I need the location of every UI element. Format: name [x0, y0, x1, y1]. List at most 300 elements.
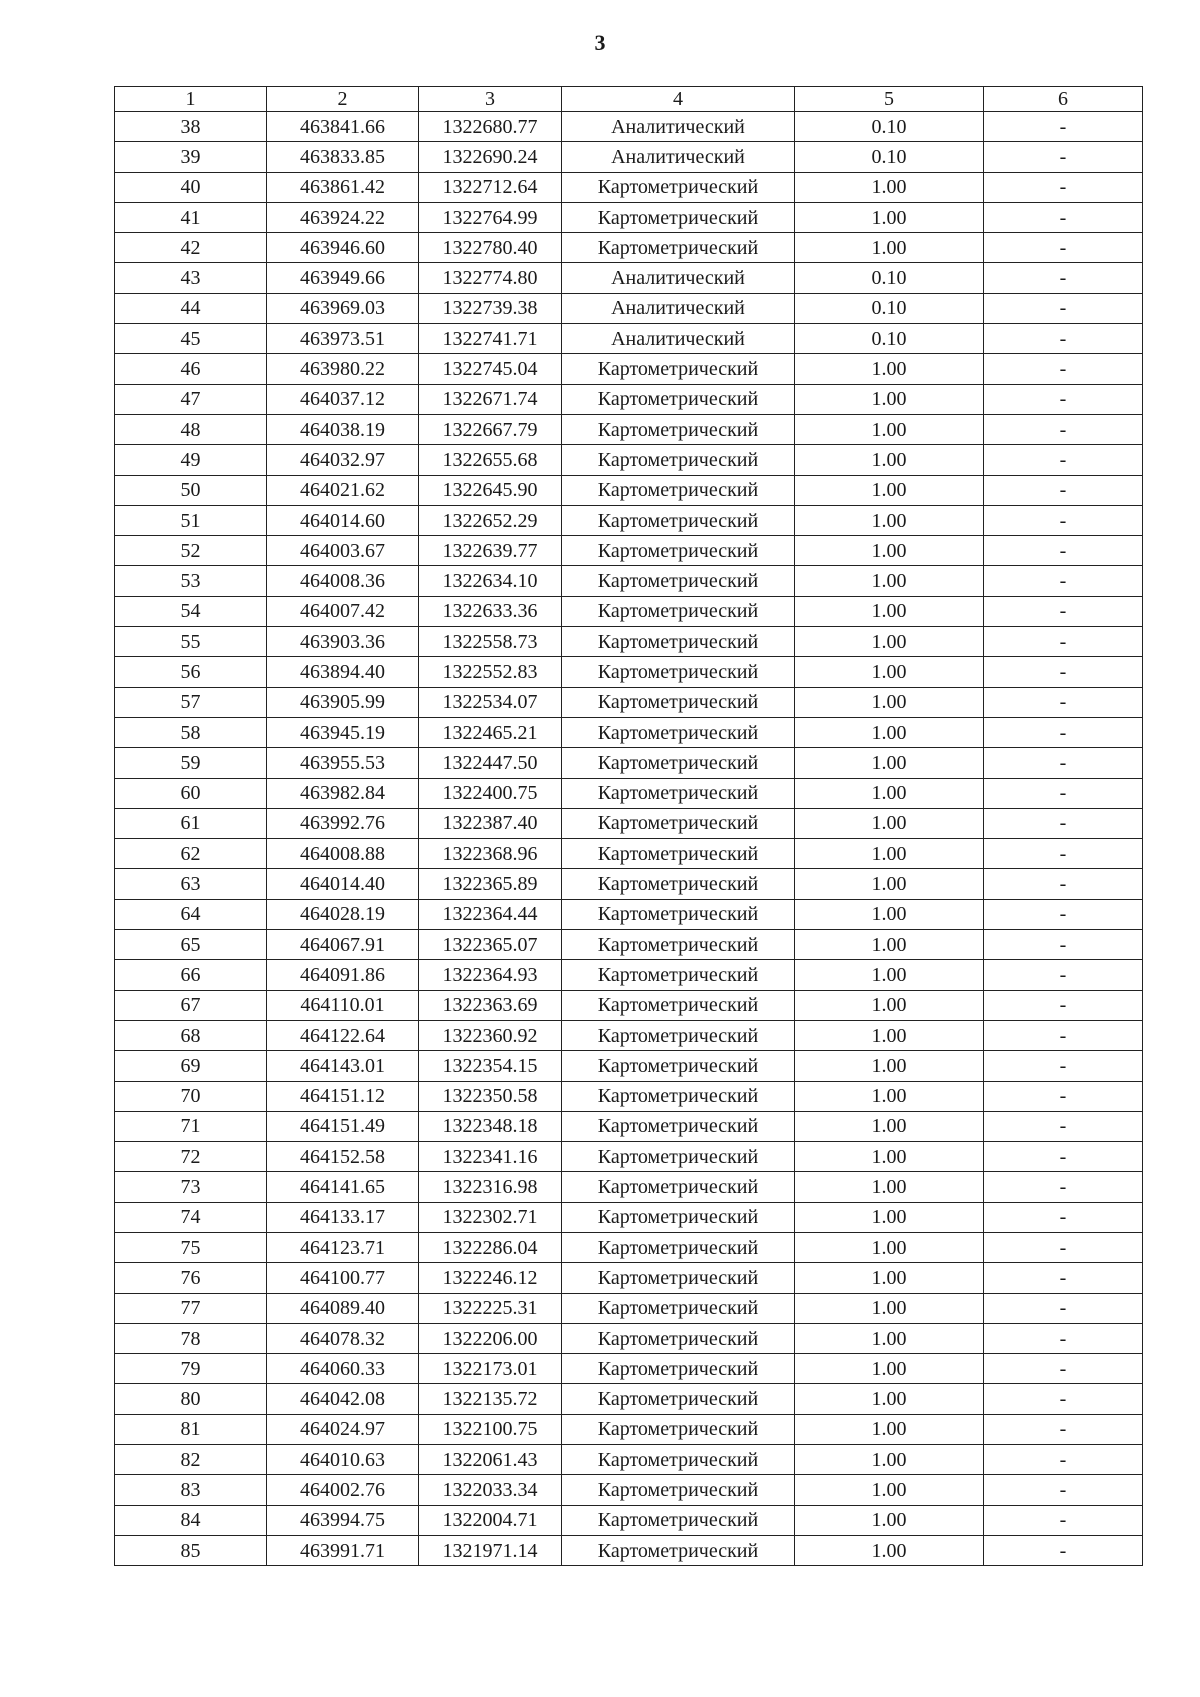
method-cell: Картометрический	[562, 172, 795, 202]
table-row	[115, 1020, 1143, 1050]
accuracy-cell: 1.00	[795, 839, 984, 869]
method-cell: Картометрический	[562, 505, 795, 535]
point-number-cell: 47	[115, 384, 267, 414]
y-coordinate-cell: 1322447.50	[419, 748, 562, 778]
description-cell: -	[984, 536, 1143, 566]
method-cell: Картометрический	[562, 1232, 795, 1262]
accuracy-cell: 1.00	[795, 354, 984, 384]
x-coordinate-cell: 464060.33	[267, 1354, 419, 1384]
method-cell: Картометрический	[562, 384, 795, 414]
point-number-cell: 62	[115, 839, 267, 869]
x-coordinate-cell: 464032.97	[267, 445, 419, 475]
header-cell-3: 3	[419, 87, 562, 112]
description-cell: -	[984, 384, 1143, 414]
x-coordinate-cell: 464003.67	[267, 536, 419, 566]
y-coordinate-cell: 1322671.74	[419, 384, 562, 414]
page-number: 3	[594, 30, 606, 55]
y-coordinate-cell: 1322365.07	[419, 930, 562, 960]
y-coordinate-cell: 1322061.43	[419, 1445, 562, 1475]
table-row	[115, 1232, 1143, 1262]
accuracy-cell: 1.00	[795, 990, 984, 1020]
description-cell: -	[984, 778, 1143, 808]
x-coordinate-cell: 463945.19	[267, 717, 419, 747]
point-number-cell: 38	[115, 112, 267, 142]
accuracy-cell: 1.00	[795, 566, 984, 596]
description-cell: -	[984, 869, 1143, 899]
point-number-cell: 45	[115, 324, 267, 354]
table-row	[115, 1354, 1143, 1384]
table-row	[115, 1172, 1143, 1202]
point-number-cell: 42	[115, 233, 267, 263]
point-number-cell: 53	[115, 566, 267, 596]
y-coordinate-cell: 1322004.71	[419, 1505, 562, 1535]
method-cell: Картометрический	[562, 960, 795, 990]
y-coordinate-cell: 1322365.89	[419, 869, 562, 899]
point-number-cell: 78	[115, 1323, 267, 1353]
method-cell: Картометрический	[562, 1505, 795, 1535]
accuracy-cell: 1.00	[795, 1384, 984, 1414]
point-number-cell: 73	[115, 1172, 267, 1202]
method-cell: Картометрический	[562, 1263, 795, 1293]
y-coordinate-cell: 1322316.98	[419, 1172, 562, 1202]
description-cell: -	[984, 1354, 1143, 1384]
x-coordinate-cell: 464089.40	[267, 1293, 419, 1323]
y-coordinate-cell: 1322667.79	[419, 414, 562, 444]
x-coordinate-cell: 464037.12	[267, 384, 419, 414]
header-cell-1: 1	[115, 87, 267, 112]
accuracy-cell: 1.00	[795, 1111, 984, 1141]
accuracy-cell: 1.00	[795, 1293, 984, 1323]
table-row	[115, 627, 1143, 657]
method-cell: Картометрический	[562, 717, 795, 747]
description-cell: -	[984, 1202, 1143, 1232]
description-cell: -	[984, 263, 1143, 293]
description-cell: -	[984, 1232, 1143, 1262]
accuracy-cell: 1.00	[795, 1535, 984, 1565]
accuracy-cell: 1.00	[795, 960, 984, 990]
method-cell: Картометрический	[562, 990, 795, 1020]
point-number-cell: 52	[115, 536, 267, 566]
table-row	[115, 384, 1143, 414]
y-coordinate-cell: 1322774.80	[419, 263, 562, 293]
table-row	[115, 445, 1143, 475]
table-row	[115, 1535, 1143, 1565]
description-cell: -	[984, 172, 1143, 202]
point-number-cell: 54	[115, 596, 267, 626]
x-coordinate-cell: 463861.42	[267, 172, 419, 202]
accuracy-cell: 1.00	[795, 1323, 984, 1353]
accuracy-cell: 1.00	[795, 505, 984, 535]
method-cell: Картометрический	[562, 930, 795, 960]
method-cell: Картометрический	[562, 808, 795, 838]
x-coordinate-cell: 463833.85	[267, 142, 419, 172]
y-coordinate-cell: 1321971.14	[419, 1535, 562, 1565]
y-coordinate-cell: 1322552.83	[419, 657, 562, 687]
table-row	[115, 1293, 1143, 1323]
x-coordinate-cell: 463973.51	[267, 324, 419, 354]
header-cell-2: 2	[267, 87, 419, 112]
y-coordinate-cell: 1322400.75	[419, 778, 562, 808]
method-cell: Картометрический	[562, 566, 795, 596]
x-coordinate-cell: 464024.97	[267, 1414, 419, 1444]
table-row	[115, 505, 1143, 535]
method-cell: Картометрический	[562, 1202, 795, 1232]
y-coordinate-cell: 1322690.24	[419, 142, 562, 172]
x-coordinate-cell: 464122.64	[267, 1020, 419, 1050]
accuracy-cell: 1.00	[795, 1172, 984, 1202]
y-coordinate-cell: 1322135.72	[419, 1384, 562, 1414]
y-coordinate-cell: 1322780.40	[419, 233, 562, 263]
description-cell: -	[984, 202, 1143, 232]
table-row	[115, 263, 1143, 293]
method-cell: Картометрический	[562, 657, 795, 687]
point-number-cell: 83	[115, 1475, 267, 1505]
accuracy-cell: 1.00	[795, 1142, 984, 1172]
point-number-cell: 63	[115, 869, 267, 899]
y-coordinate-cell: 1322712.64	[419, 172, 562, 202]
point-number-cell: 67	[115, 990, 267, 1020]
y-coordinate-cell: 1322634.10	[419, 566, 562, 596]
point-number-cell: 39	[115, 142, 267, 172]
point-number-cell: 85	[115, 1535, 267, 1565]
point-number-cell: 81	[115, 1414, 267, 1444]
x-coordinate-cell: 463903.36	[267, 627, 419, 657]
point-number-cell: 41	[115, 202, 267, 232]
table-row	[115, 1202, 1143, 1232]
point-number-cell: 60	[115, 778, 267, 808]
method-cell: Аналитический	[562, 324, 795, 354]
method-cell: Картометрический	[562, 536, 795, 566]
description-cell: -	[984, 505, 1143, 535]
x-coordinate-cell: 464100.77	[267, 1263, 419, 1293]
point-number-cell: 72	[115, 1142, 267, 1172]
y-coordinate-cell: 1322652.29	[419, 505, 562, 535]
x-coordinate-cell: 464110.01	[267, 990, 419, 1020]
description-cell: -	[984, 1111, 1143, 1141]
description-cell: -	[984, 1020, 1143, 1050]
method-cell: Картометрический	[562, 233, 795, 263]
x-coordinate-cell: 464028.19	[267, 899, 419, 929]
y-coordinate-cell: 1322364.93	[419, 960, 562, 990]
point-number-cell: 59	[115, 748, 267, 778]
table-body	[115, 112, 1143, 1566]
table-row	[115, 808, 1143, 838]
table-row	[115, 1445, 1143, 1475]
method-cell: Картометрический	[562, 748, 795, 778]
table-row	[115, 475, 1143, 505]
point-number-cell: 40	[115, 172, 267, 202]
description-cell: -	[984, 324, 1143, 354]
description-cell: -	[984, 808, 1143, 838]
table-row	[115, 1142, 1143, 1172]
table-row	[115, 233, 1143, 263]
table-row	[115, 202, 1143, 232]
x-coordinate-cell: 464141.65	[267, 1172, 419, 1202]
x-coordinate-cell: 464010.63	[267, 1445, 419, 1475]
y-coordinate-cell: 1322745.04	[419, 354, 562, 384]
x-coordinate-cell: 464133.17	[267, 1202, 419, 1232]
x-coordinate-cell: 464152.58	[267, 1142, 419, 1172]
y-coordinate-cell: 1322350.58	[419, 1081, 562, 1111]
description-cell: -	[984, 1414, 1143, 1444]
point-number-cell: 56	[115, 657, 267, 687]
y-coordinate-cell: 1322100.75	[419, 1414, 562, 1444]
table-row	[115, 717, 1143, 747]
description-cell: -	[984, 1475, 1143, 1505]
point-number-cell: 71	[115, 1111, 267, 1141]
method-cell: Картометрический	[562, 1535, 795, 1565]
y-coordinate-cell: 1322033.34	[419, 1475, 562, 1505]
point-number-cell: 51	[115, 505, 267, 535]
method-cell: Картометрический	[562, 869, 795, 899]
x-coordinate-cell: 464014.60	[267, 505, 419, 535]
accuracy-cell: 1.00	[795, 1475, 984, 1505]
table-row	[115, 1081, 1143, 1111]
description-cell: -	[984, 112, 1143, 142]
x-coordinate-cell: 464008.36	[267, 566, 419, 596]
x-coordinate-cell: 463991.71	[267, 1535, 419, 1565]
x-coordinate-cell: 464067.91	[267, 930, 419, 960]
accuracy-cell: 1.00	[795, 808, 984, 838]
x-coordinate-cell: 464123.71	[267, 1232, 419, 1262]
table-row	[115, 1323, 1143, 1353]
description-cell: -	[984, 1293, 1143, 1323]
point-number-cell: 55	[115, 627, 267, 657]
method-cell: Картометрический	[562, 202, 795, 232]
point-number-cell: 48	[115, 414, 267, 444]
point-number-cell: 84	[115, 1505, 267, 1535]
method-cell: Картометрический	[562, 596, 795, 626]
description-cell: -	[984, 627, 1143, 657]
y-coordinate-cell: 1322465.21	[419, 717, 562, 747]
method-cell: Картометрический	[562, 1081, 795, 1111]
y-coordinate-cell: 1322764.99	[419, 202, 562, 232]
header-cell-4: 4	[562, 87, 795, 112]
x-coordinate-cell: 463905.99	[267, 687, 419, 717]
method-cell: Аналитический	[562, 263, 795, 293]
method-cell: Картометрический	[562, 445, 795, 475]
method-cell: Картометрический	[562, 1051, 795, 1081]
accuracy-cell: 1.00	[795, 748, 984, 778]
x-coordinate-cell: 463841.66	[267, 112, 419, 142]
table-row	[115, 839, 1143, 869]
accuracy-cell: 1.00	[795, 1414, 984, 1444]
point-number-cell: 74	[115, 1202, 267, 1232]
x-coordinate-cell: 464078.32	[267, 1323, 419, 1353]
method-cell: Картометрический	[562, 1475, 795, 1505]
table-row	[115, 1384, 1143, 1414]
accuracy-cell: 1.00	[795, 536, 984, 566]
description-cell: -	[984, 414, 1143, 444]
x-coordinate-cell: 464014.40	[267, 869, 419, 899]
table-row	[115, 1263, 1143, 1293]
y-coordinate-cell: 1322645.90	[419, 475, 562, 505]
description-cell: -	[984, 1384, 1143, 1414]
table-row	[115, 869, 1143, 899]
y-coordinate-cell: 1322360.92	[419, 1020, 562, 1050]
accuracy-cell: 1.00	[795, 172, 984, 202]
table-row	[115, 657, 1143, 687]
accuracy-cell: 1.00	[795, 717, 984, 747]
method-cell: Картометрический	[562, 354, 795, 384]
x-coordinate-cell: 463992.76	[267, 808, 419, 838]
description-cell: -	[984, 475, 1143, 505]
y-coordinate-cell: 1322680.77	[419, 112, 562, 142]
accuracy-cell: 1.00	[795, 899, 984, 929]
description-cell: -	[984, 1445, 1143, 1475]
description-cell: -	[984, 1051, 1143, 1081]
y-coordinate-cell: 1322302.71	[419, 1202, 562, 1232]
method-cell: Аналитический	[562, 142, 795, 172]
table-row	[115, 414, 1143, 444]
table-row	[115, 778, 1143, 808]
y-coordinate-cell: 1322534.07	[419, 687, 562, 717]
x-coordinate-cell: 463924.22	[267, 202, 419, 232]
accuracy-cell: 1.00	[795, 778, 984, 808]
table-row	[115, 112, 1143, 142]
y-coordinate-cell: 1322387.40	[419, 808, 562, 838]
accuracy-cell: 1.00	[795, 202, 984, 232]
description-cell: -	[984, 1323, 1143, 1353]
x-coordinate-cell: 463980.22	[267, 354, 419, 384]
method-cell: Картометрический	[562, 778, 795, 808]
description-cell: -	[984, 1142, 1143, 1172]
point-number-cell: 50	[115, 475, 267, 505]
coordinates-table	[114, 86, 1143, 1566]
point-number-cell: 69	[115, 1051, 267, 1081]
x-coordinate-cell: 463994.75	[267, 1505, 419, 1535]
point-number-cell: 70	[115, 1081, 267, 1111]
point-number-cell: 66	[115, 960, 267, 990]
description-cell: -	[984, 233, 1143, 263]
method-cell: Картометрический	[562, 1323, 795, 1353]
y-coordinate-cell: 1322225.31	[419, 1293, 562, 1323]
table-row	[115, 930, 1143, 960]
header-row	[115, 87, 1143, 112]
point-number-cell: 80	[115, 1384, 267, 1414]
method-cell: Картометрический	[562, 1414, 795, 1444]
description-cell: -	[984, 566, 1143, 596]
point-number-cell: 76	[115, 1263, 267, 1293]
accuracy-cell: 0.10	[795, 293, 984, 323]
method-cell: Картометрический	[562, 475, 795, 505]
x-coordinate-cell: 463955.53	[267, 748, 419, 778]
table-row	[115, 1111, 1143, 1141]
x-coordinate-cell: 463946.60	[267, 233, 419, 263]
table-row	[115, 1475, 1143, 1505]
y-coordinate-cell: 1322368.96	[419, 839, 562, 869]
point-number-cell: 75	[115, 1232, 267, 1262]
description-cell: -	[984, 839, 1143, 869]
method-cell: Картометрический	[562, 627, 795, 657]
y-coordinate-cell: 1322739.38	[419, 293, 562, 323]
description-cell: -	[984, 687, 1143, 717]
description-cell: -	[984, 1263, 1143, 1293]
description-cell: -	[984, 1535, 1143, 1565]
table-row	[115, 172, 1143, 202]
accuracy-cell: 0.10	[795, 142, 984, 172]
method-cell: Картометрический	[562, 687, 795, 717]
table-row	[115, 1414, 1143, 1444]
method-cell: Картометрический	[562, 1172, 795, 1202]
description-cell: -	[984, 657, 1143, 687]
accuracy-cell: 1.00	[795, 627, 984, 657]
y-coordinate-cell: 1322364.44	[419, 899, 562, 929]
x-coordinate-cell: 464038.19	[267, 414, 419, 444]
x-coordinate-cell: 463982.84	[267, 778, 419, 808]
table-row	[115, 536, 1143, 566]
accuracy-cell: 1.00	[795, 596, 984, 626]
accuracy-cell: 0.10	[795, 112, 984, 142]
accuracy-cell: 1.00	[795, 930, 984, 960]
accuracy-cell: 1.00	[795, 1202, 984, 1232]
accuracy-cell: 1.00	[795, 657, 984, 687]
method-cell: Картометрический	[562, 1020, 795, 1050]
method-cell: Картометрический	[562, 1445, 795, 1475]
point-number-cell: 58	[115, 717, 267, 747]
accuracy-cell: 1.00	[795, 475, 984, 505]
description-cell: -	[984, 1505, 1143, 1535]
x-coordinate-cell: 463894.40	[267, 657, 419, 687]
point-number-cell: 64	[115, 899, 267, 929]
point-number-cell: 77	[115, 1293, 267, 1323]
table-row	[115, 324, 1143, 354]
accuracy-cell: 1.00	[795, 1505, 984, 1535]
y-coordinate-cell: 1322558.73	[419, 627, 562, 657]
table-row	[115, 990, 1143, 1020]
accuracy-cell: 1.00	[795, 1445, 984, 1475]
x-coordinate-cell: 464151.12	[267, 1081, 419, 1111]
y-coordinate-cell: 1322639.77	[419, 536, 562, 566]
y-coordinate-cell: 1322246.12	[419, 1263, 562, 1293]
description-cell: -	[984, 1172, 1143, 1202]
method-cell: Аналитический	[562, 112, 795, 142]
x-coordinate-cell: 464091.86	[267, 960, 419, 990]
y-coordinate-cell: 1322363.69	[419, 990, 562, 1020]
description-cell: -	[984, 960, 1143, 990]
y-coordinate-cell: 1322354.15	[419, 1051, 562, 1081]
accuracy-cell: 0.10	[795, 263, 984, 293]
description-cell: -	[984, 293, 1143, 323]
header-cell-5: 5	[795, 87, 984, 112]
x-coordinate-cell: 464042.08	[267, 1384, 419, 1414]
accuracy-cell: 1.00	[795, 1354, 984, 1384]
x-coordinate-cell: 464021.62	[267, 475, 419, 505]
x-coordinate-cell: 464008.88	[267, 839, 419, 869]
table-row	[115, 1505, 1143, 1535]
y-coordinate-cell: 1322206.00	[419, 1323, 562, 1353]
point-number-cell: 43	[115, 263, 267, 293]
table-header	[115, 87, 1143, 112]
description-cell: -	[984, 596, 1143, 626]
x-coordinate-cell: 464007.42	[267, 596, 419, 626]
accuracy-cell: 1.00	[795, 384, 984, 414]
table-row	[115, 899, 1143, 929]
table-row	[115, 596, 1143, 626]
method-cell: Картометрический	[562, 1293, 795, 1323]
accuracy-cell: 1.00	[795, 1232, 984, 1262]
x-coordinate-cell: 463949.66	[267, 263, 419, 293]
table-row	[115, 687, 1143, 717]
accuracy-cell: 1.00	[795, 869, 984, 899]
point-number-cell: 46	[115, 354, 267, 384]
table-row	[115, 960, 1143, 990]
method-cell: Картометрический	[562, 1142, 795, 1172]
description-cell: -	[984, 354, 1143, 384]
y-coordinate-cell: 1322741.71	[419, 324, 562, 354]
description-cell: -	[984, 445, 1143, 475]
accuracy-cell: 1.00	[795, 1263, 984, 1293]
